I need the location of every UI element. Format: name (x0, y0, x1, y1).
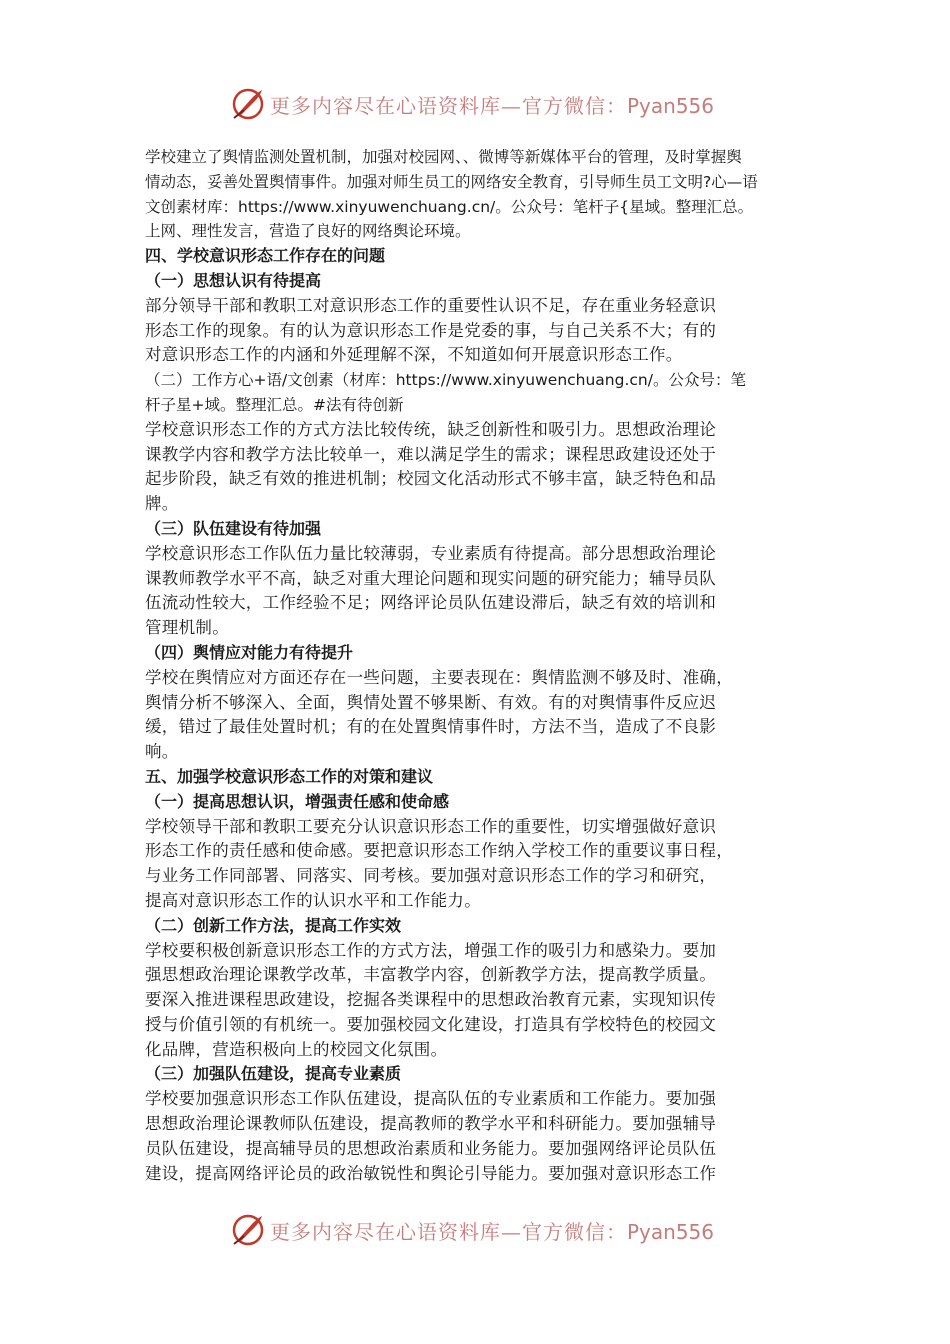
text-line: （二）创新工作方法，提高工作实效 (145, 915, 402, 935)
paragraph (145, 939, 815, 1063)
text-line: 形态工作的责任感和使命感。要把意识形态工作纳入学校工作的重要议事日程， (145, 841, 733, 861)
text-line: 授与价值引领的有机统一。要加强校园文化建设，打造具有学校特色的校园文 (145, 1014, 717, 1034)
text-line: 课教师教学水平不高，缺乏对重大理论问题和现实问题的研究能力；辅导员队 (145, 568, 717, 588)
quill-logo-icon (230, 86, 266, 122)
paragraph (145, 815, 815, 914)
text-line: 起步阶段，缺乏有效的推进机制；校园文化活动形式不够丰富，缺乏特色和品 (145, 469, 717, 489)
document-body (145, 145, 815, 1186)
section-heading (145, 244, 815, 269)
paragraph (145, 1087, 815, 1186)
text-line: 四、学校意识形态工作存在的问题 (145, 246, 386, 266)
text-line: 提高对意识形态工作的认识水平和工作能力。 (145, 890, 481, 910)
section-heading (145, 1062, 815, 1087)
text-line: 学校在舆情应对方面还存在一些问题，主要表现在：舆情监测不够及时、准确， (145, 667, 733, 687)
text-line: 上网、理性发言，营造了良好的网络舆论环境。 (145, 222, 471, 241)
paragraph (145, 145, 815, 244)
text-line: （三）队伍建设有待加强 (145, 518, 322, 538)
text-line: 学校要积极创新意识形态工作的方式方法，增强工作的吸引力和感染力。要加 (145, 940, 717, 960)
text-line: 文创素材库：https://www.xinyuwenchuang.cn/。公众号：笔杆子{星域。整理汇总。 (145, 197, 754, 216)
text-line: （三）加强队伍建设，提高专业素质 (145, 1064, 402, 1084)
text-line: 缓，错过了最佳处置时机；有的在处置舆情事件时，方法不当，造成了不良影 (145, 717, 717, 737)
text-line: 建设，提高网络评论员的政治敏锐性和舆论引导能力。要加强对意识形态工作 (145, 1163, 717, 1183)
text-line: 学校意识形态工作的方式方法比较传统，缺乏创新性和吸引力。思想政治理论 (145, 419, 717, 439)
watermark-text: 更多内容尽在心语资料库—官方微信：Pyan556 (270, 1219, 715, 1244)
text-line: 伍流动性较大，工作经验不足；网络评论员队伍建设滞后，缺乏有效的培训和 (145, 593, 717, 613)
text-line: （二）工作方心+语/文创素（材库：https://www.xinyuwenchuang.cn/。公众号：笔 (145, 371, 746, 390)
text-line: 员队伍建设，提高辅导员的思想政治素质和业务能力。要加强网络评论员队伍 (145, 1138, 717, 1158)
text-line: 学校意识形态工作队伍力量比较薄弱，专业素质有待提高。部分思想政治理论 (145, 543, 717, 563)
text-line: 与业务工作同部署、同落实、同考核。要加强对意识形态工作的学习和研究， (145, 866, 717, 886)
section-heading (145, 641, 815, 666)
section-heading (145, 269, 815, 294)
quill-logo-icon (230, 1212, 266, 1248)
text-line: 思想政治理论课教师队伍建设，提高教师的教学水平和科研能力。要加强辅导 (145, 1114, 717, 1134)
paragraph (145, 418, 815, 517)
text-line: （四）舆情应对能力有待提升 (145, 642, 354, 662)
text-line: 舆情分析不够深入、全面，舆情处置不够果断、有效。有的对舆情事件反应迟 (145, 692, 717, 712)
section-heading (145, 914, 815, 939)
header-watermark (230, 84, 750, 124)
text-line: 形态工作的现象。有的认为意识形态工作是党委的事，与自己关系不大；有的 (145, 320, 717, 340)
section-heading (145, 765, 815, 790)
paragraph (145, 542, 815, 641)
text-line: 杆子星+域。整理汇总。#法有待创新 (145, 395, 404, 414)
text-line: 部分领导干部和教职工对意识形态工作的重要性认识不足，存在重业务轻意识 (145, 295, 717, 315)
text-line: （一）提高思想认识，增强责任感和使命感 (145, 791, 450, 811)
text-line: 五、加强学校意识形态工作的对策和建议 (145, 766, 434, 786)
text-line: 学校建立了舆情监测处置机制，加强对校园网、、微博等新媒体平台的管理，及时掌握舆 (145, 148, 742, 166)
text-line: 响。 (145, 742, 179, 762)
text-line: 化品牌，营造积极向上的校园文化氛围。 (145, 1039, 448, 1059)
footer-watermark (230, 1210, 750, 1250)
text-line: 强思想政治理论课教学改革，丰富教学内容，创新教学方法，提高教学质量。 (145, 965, 717, 985)
section-heading (145, 790, 815, 815)
text-line: 对意识形态工作的内涵和外延理解不深，不知道如何开展意识形态工作。 (145, 345, 683, 365)
section-heading (145, 517, 815, 542)
paragraph (145, 294, 815, 368)
text-line: 课教学内容和教学方法比较单一，难以满足学生的需求；课程思政建设还处于 (145, 444, 717, 464)
text-line: （一）思想认识有待提高 (145, 270, 322, 290)
paragraph (145, 666, 815, 765)
text-line: 情动态，妥善处置舆情事件。加强对师生员工的网络安全教育，引导师生员工文明?心—语 (145, 172, 758, 191)
text-line: 学校要加强意识形态工作队伍建设，提高队伍的专业素质和工作能力。要加强 (145, 1089, 717, 1109)
text-line: 牌。 (145, 494, 179, 514)
text-line: 管理机制。 (145, 618, 229, 638)
text-line: 要深入推进课程思政建设，挖掘各类课程中的思想政治教育元素，实现知识传 (145, 990, 717, 1010)
paragraph (145, 368, 815, 418)
text-line: 学校领导干部和教职工要充分认识意识形态工作的重要性，切实增强做好意识 (145, 816, 717, 836)
watermark-text: 更多内容尽在心语资料库—官方微信：Pyan556 (270, 93, 715, 118)
